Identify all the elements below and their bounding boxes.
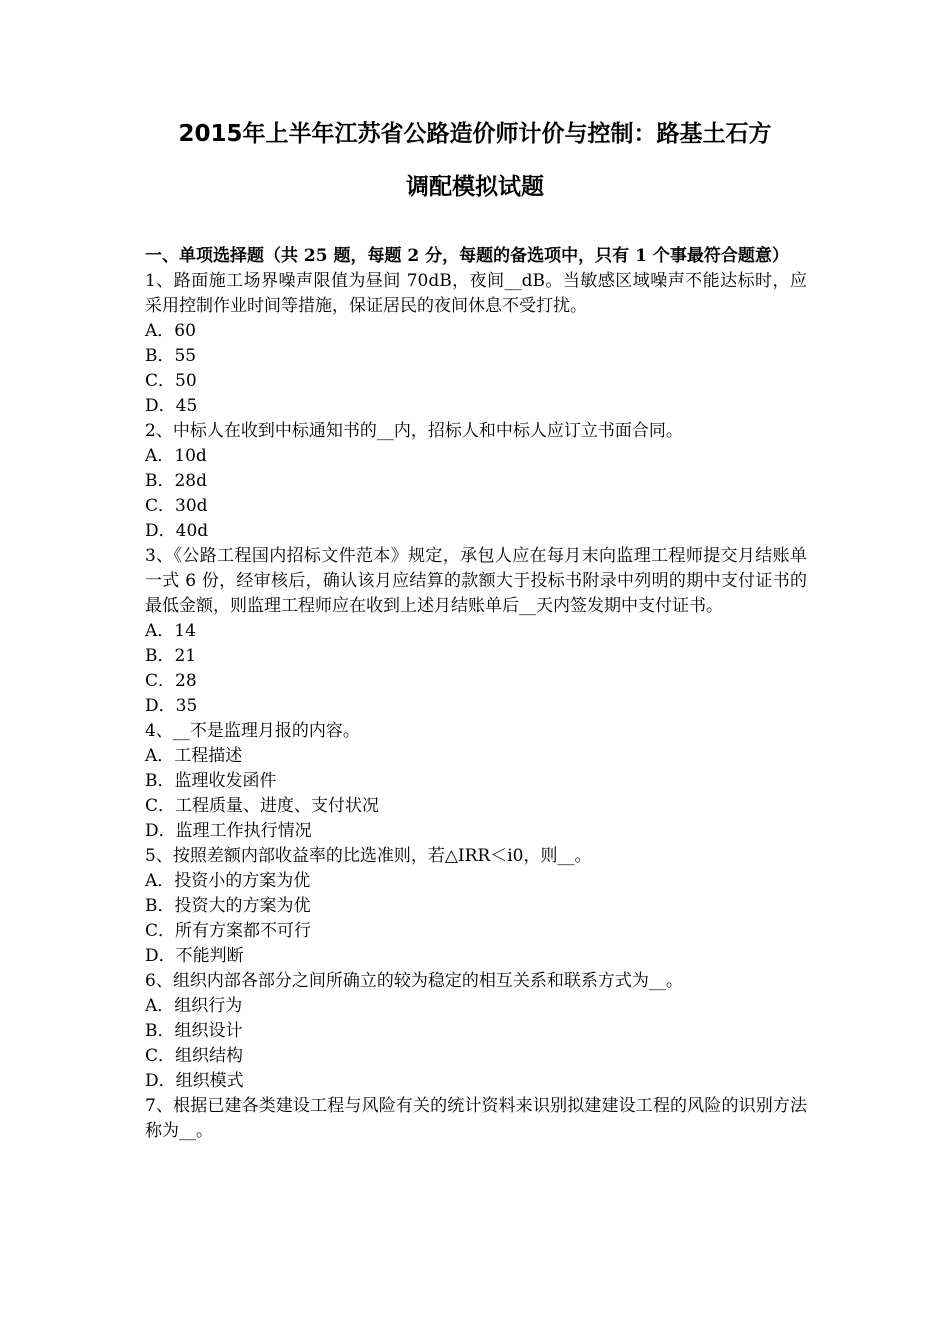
document-body — [145, 244, 807, 1144]
option-c: C．工程质量、进度、支付状况 — [145, 796, 380, 816]
option-a: A．工程描述 — [145, 746, 243, 766]
question-7 — [145, 1094, 807, 1144]
option-b: B．55 — [145, 346, 197, 366]
option-d: D．组织模式 — [145, 1071, 244, 1091]
option-a: A．60 — [145, 321, 196, 341]
option-d: D．不能判断 — [145, 946, 244, 966]
option-a: A．10d — [145, 446, 207, 466]
option-a: A．组织行为 — [145, 996, 243, 1016]
option-c: C．28 — [145, 671, 197, 691]
option-c: C．50 — [145, 371, 197, 391]
option-a: A．14 — [145, 621, 196, 641]
option-a: A．投资小的方案为优 — [145, 871, 311, 891]
option-b: B．组织设计 — [145, 1021, 243, 1041]
option-d: D．35 — [145, 696, 198, 716]
question-4 — [145, 719, 807, 844]
question-5 — [145, 844, 807, 969]
question-stem: 3、《公路工程国内招标文件范本》规定，承包人应在每月末向监理工程师提交月结账单一式 6 份，经审核后，确认该月应结算的款额大于投标书附录中列明的期中支付证书的最低金额，则监理工程师应在收到上述月结账单后__天内签发期中支付证书。 — [145, 546, 807, 616]
option-c: C．30d — [145, 496, 208, 516]
option-c: C．所有方案都不可行 — [145, 921, 312, 941]
document-title-line-1: 2015年上半年江苏省公路造价师计价与控制：路基土石方 — [178, 121, 772, 147]
question-1 — [145, 269, 807, 419]
document-title-line-2: 调配模拟试题 — [406, 174, 544, 200]
question-stem: 6、组织内部各部分之间所确立的较为稳定的相互关系和联系方式为__。 — [145, 971, 683, 991]
question-stem: 1、路面施工场界噪声限值为昼间 70dB，夜间__dB。当敏感区域噪声不能达标时，应采用控制作业时间等措施，保证居民的夜间休息不受打扰。 — [145, 271, 807, 316]
option-d: D．40d — [145, 521, 209, 541]
option-b: B．监理收发函件 — [145, 771, 277, 791]
question-6 — [145, 969, 807, 1094]
question-2 — [145, 419, 807, 544]
option-b: B．投资大的方案为优 — [145, 896, 311, 916]
question-stem: 2、中标人在收到中标通知书的__内，招标人和中标人应订立书面合同。 — [145, 421, 683, 441]
option-d: D．监理工作执行情况 — [145, 821, 312, 841]
question-stem: 4、__不是监理月报的内容。 — [145, 721, 360, 741]
option-d: D．45 — [145, 396, 198, 416]
question-stem: 7、根据已建各类建设工程与风险有关的统计资料来识别拟建建设工程的风险的识别方法称为__。 — [145, 1096, 807, 1141]
option-b: B．28d — [145, 471, 208, 491]
question-stem: 5、按照差额内部收益率的比选准则，若△IRR＜i0，则__。 — [145, 846, 592, 866]
option-c: C．组织结构 — [145, 1046, 244, 1066]
section-heading: 一、单项选择题（共 25 题，每题 2 分，每题的备选项中，只有 1 个事最符合题意） — [145, 246, 789, 266]
option-b: B．21 — [145, 646, 197, 666]
question-3 — [145, 544, 807, 719]
